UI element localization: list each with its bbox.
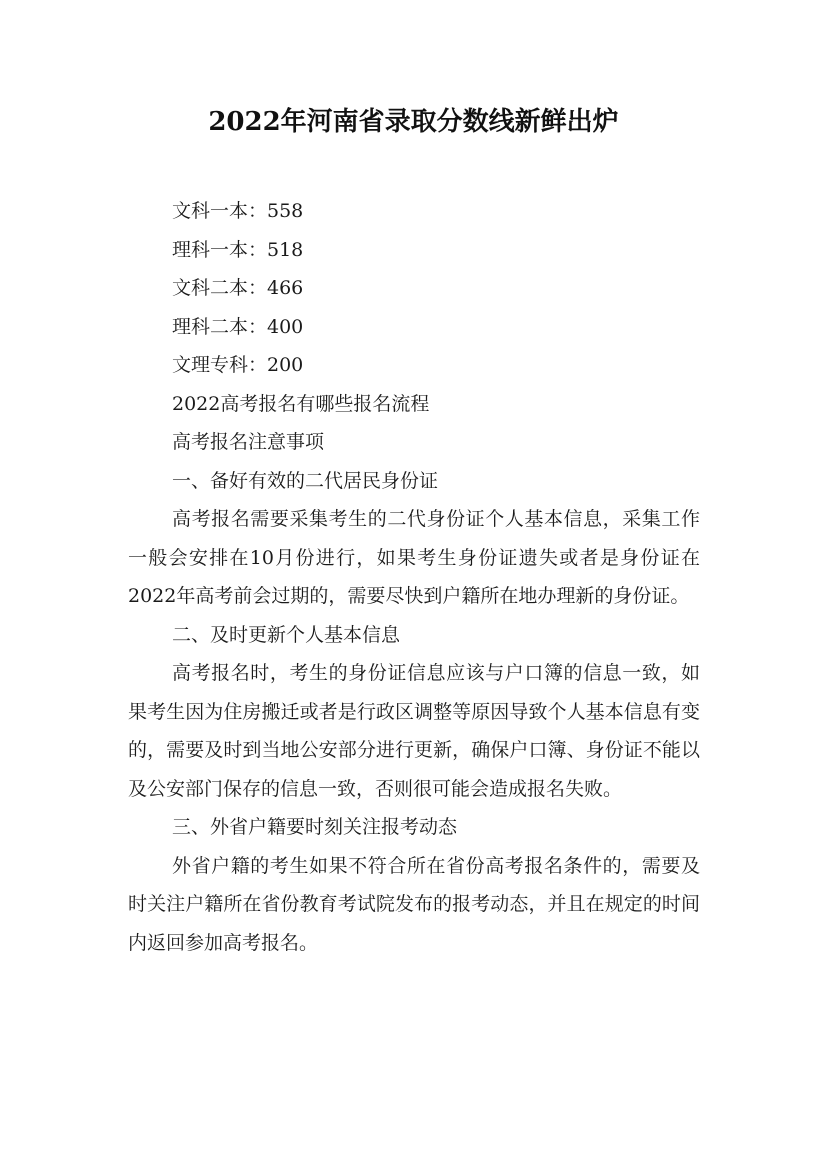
section3-paragraph: 外省户籍的考生如果不符合所在省份高考报名条件的，需要及时关注户籍所在省份教育考试院发布的报考动态，并且在规定的时间内返回参加高考报名。 <box>128 854 700 954</box>
section2-paragraph: 高考报名时，考生的身份证信息应该与户口簿的信息一致，如果考生因为住房搬迁或者是行政区调整等原因导致个人基本信息有变的，需要及时到当地公安部分进行更新，确保户口簿、身份证不能以及公安部门保存的信息一致，否则很可能会造成报名失败。 <box>128 662 700 800</box>
score-science-tier2: 理科二本：400 <box>172 315 304 338</box>
document-title: 2022年河南省录取分数线新鲜出炉 <box>208 107 619 137</box>
score-liberal-arts-tier1: 文科一本：558 <box>172 200 304 222</box>
section2-heading: 二、及时更新个人基本信息 <box>172 623 401 646</box>
document-body <box>128 192 700 962</box>
section1-heading: 一、备好有效的二代居民身份证 <box>172 469 439 492</box>
score-liberal-arts-tier2: 文科二本：466 <box>172 277 304 299</box>
section1-paragraph: 高考报名需要采集考生的二代身份证个人基本信息，采集工作一般会安排在10月份进行，如果考生身份证遗失或者是身份证在2022年高考前会过期的，需要尽快到户籍所在地办理新的身份证。 <box>128 508 700 607</box>
section3-heading: 三、外省户籍要时刻关注报考动态 <box>172 816 458 838</box>
heading-registration-process: 2022高考报名有哪些报名流程 <box>172 392 430 415</box>
score-science-tier1: 理科一本：518 <box>172 238 304 261</box>
heading-registration-notes: 高考报名注意事项 <box>172 431 325 453</box>
score-vocational: 文理专科：200 <box>172 354 304 376</box>
